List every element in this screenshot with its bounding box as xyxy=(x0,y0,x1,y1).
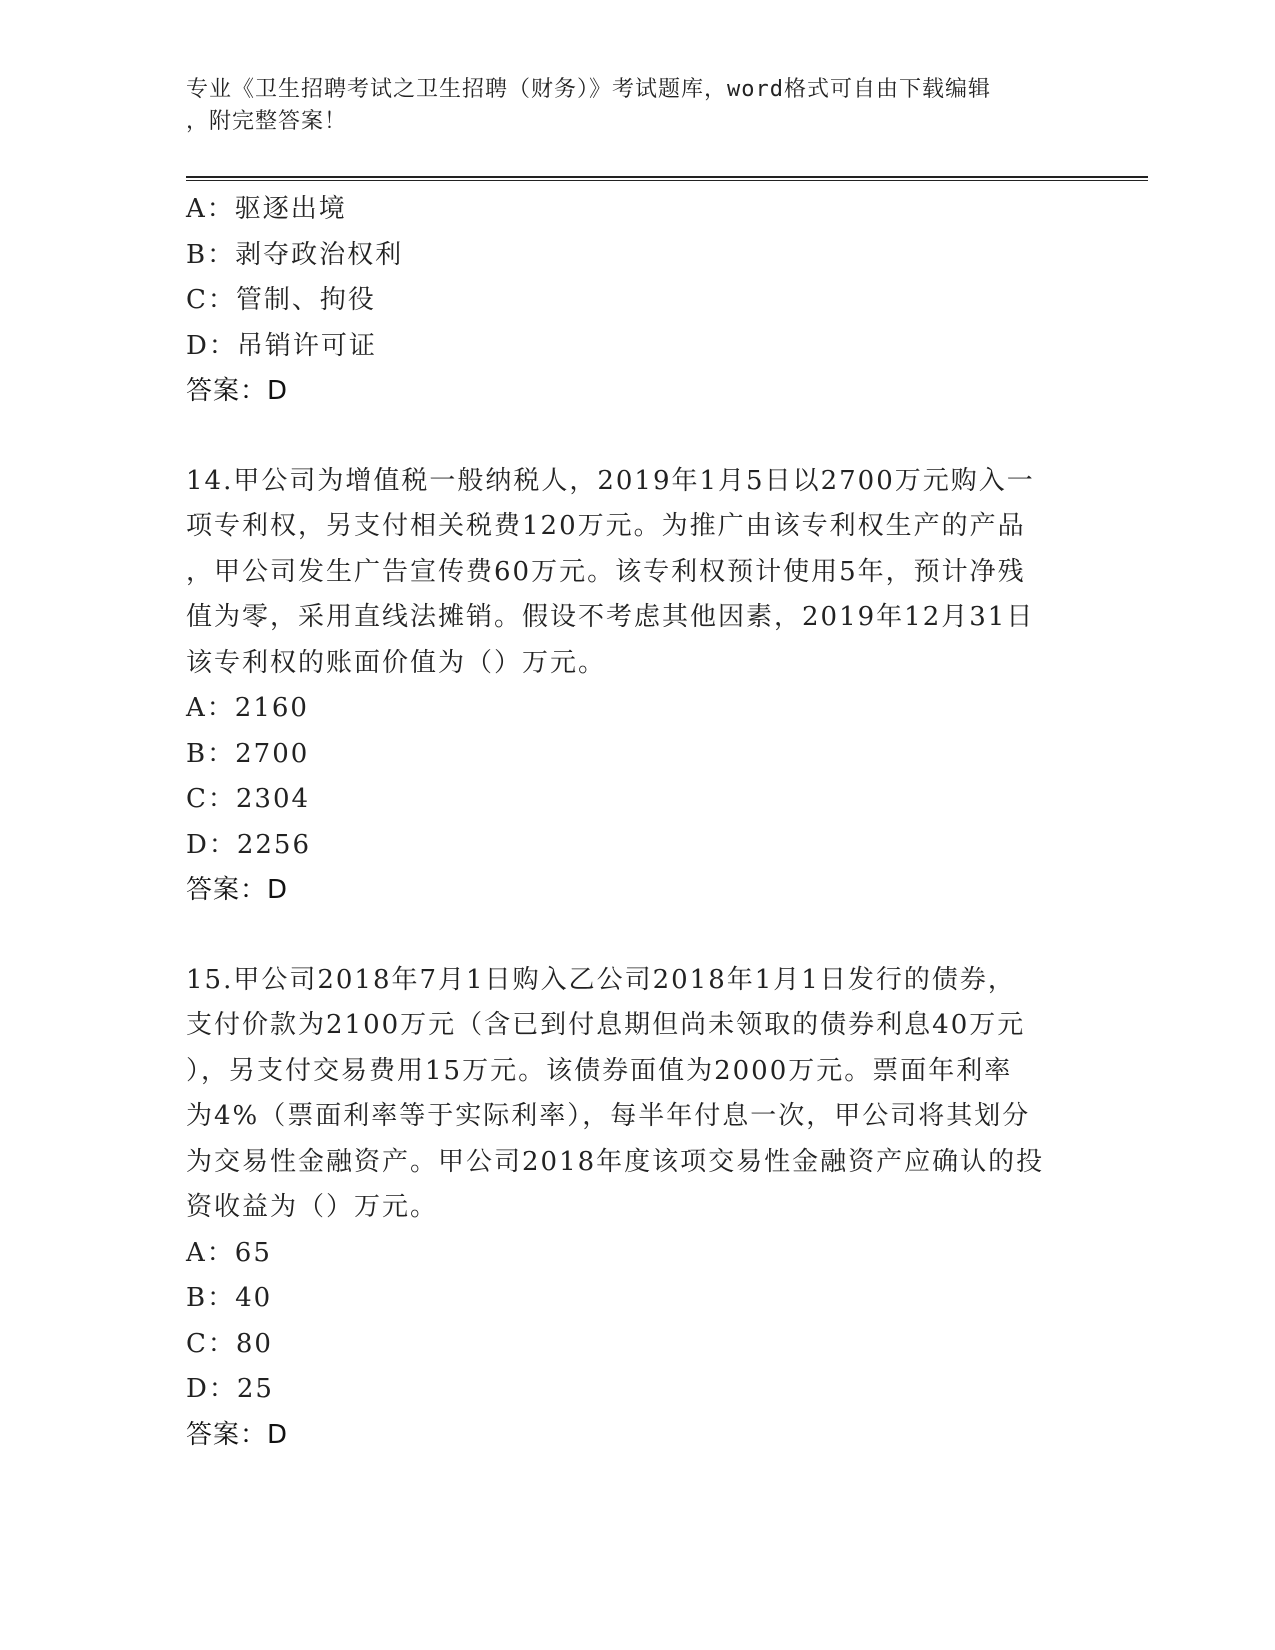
question-text-line: 14.甲公司为增值税一般纳税人，2019年1月5日以2700万元购入一 xyxy=(186,465,1035,496)
document-header xyxy=(186,0,1066,138)
header-title-line-1: 专业《卫生招聘考试之卫生招聘（财务）》考试题库，word格式可自由下载编辑 xyxy=(186,77,991,102)
option-b: B：40 xyxy=(186,1283,273,1313)
option-b: B：2700 xyxy=(186,738,310,769)
document-page xyxy=(186,0,1148,1458)
question-text-line: 值为零，采用直线法摊销。假设不考虑其他因素，2019年12月31日 xyxy=(186,602,1035,632)
header-divider xyxy=(186,176,1148,181)
option-d: D：2256 xyxy=(186,829,312,860)
question-13 xyxy=(186,187,1148,415)
question-14 xyxy=(186,459,1148,914)
question-text-line: 项专利权，另支付相关税费120万元。为推广由该专利权生产的产品 xyxy=(186,511,1026,541)
question-text-line: ），另支付交易费用15万元。该债券面值为2000万元。票面年利率 xyxy=(186,1055,1013,1086)
question-text-line: 该专利权的账面价值为（）万元。 xyxy=(186,647,607,678)
header-title-line-2: ，附完整答案！ xyxy=(186,109,348,134)
question-text-line: ，甲公司发生广告宣传费60万元。该专利权预计使用5年，预计净残 xyxy=(186,556,1026,587)
answer-label: 答案：D xyxy=(186,376,289,406)
answer-label: 答案：D xyxy=(186,1419,289,1450)
question-text-line: 资收益为（）万元。 xyxy=(186,1192,439,1222)
option-a: A：2160 xyxy=(186,693,309,723)
divider-thin xyxy=(186,180,1148,181)
question-15 xyxy=(186,958,1148,1459)
divider-thick xyxy=(186,176,1148,178)
option-d: D：吊销许可证 xyxy=(186,330,377,361)
option-a: A：65 xyxy=(186,1237,272,1268)
option-c: C：80 xyxy=(186,1328,273,1359)
option-b: B：剥夺政治权利 xyxy=(186,239,404,270)
option-a: A：驱逐出境 xyxy=(186,194,347,224)
question-text-line: 为交易性金融资产。甲公司2018年度该项交易性金融资产应确认的投 xyxy=(186,1146,1045,1177)
answer-label: 答案：D xyxy=(186,875,289,905)
option-c: C：管制、拘役 xyxy=(186,285,376,315)
question-text-line: 15.甲公司2018年7月1日购入乙公司2018年1月1日发行的债券， xyxy=(186,964,1016,995)
option-d: D：25 xyxy=(186,1374,274,1404)
option-c: C：2304 xyxy=(186,784,311,814)
question-text-line: 支付价款为2100万元（含已到付息期但尚未领取的债券利息40万元 xyxy=(186,1010,1026,1040)
question-text-line: 为4%（票面利率等于实际利率），每半年付息一次，甲公司将其划分 xyxy=(186,1101,1031,1131)
